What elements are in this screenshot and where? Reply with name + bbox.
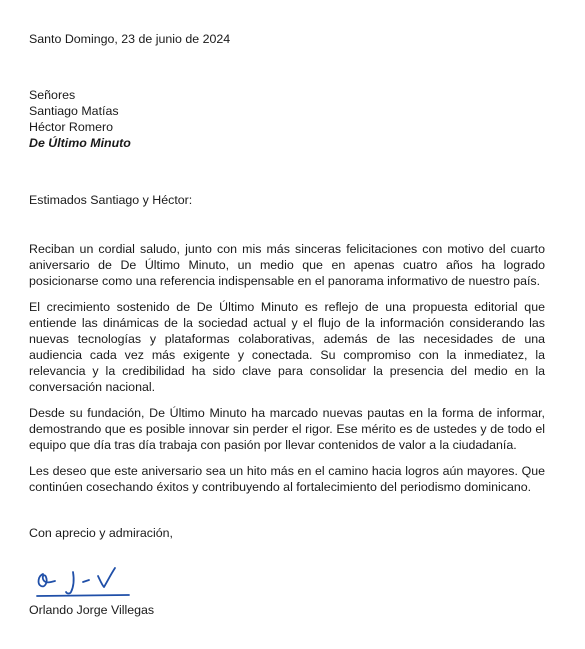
body-paragraph: Les deseo que este aniversario sea un hito más en el camino hacia logros aún mayores. Que continúen cosechando éxitos y contribuyendo al fortalecimiento del periodismo dominicano. [29, 464, 545, 494]
letter [29, 31, 545, 541]
signature-block [29, 562, 229, 618]
body-paragraph: Desde su fundación, De Último Minuto ha marcado nuevas pautas en la forma de informar, demostrando que es posible innovar sin perder el rigor. Ese mérito es de ustedes y de todo el equipo que día tras día trabaja con pasión por llevar contenidos de valor a la ciudadanía. [29, 406, 545, 452]
recipient-line: Santiago Matías [29, 104, 119, 118]
recipient-line: Héctor Romero [29, 120, 114, 134]
body-paragraph: El crecimiento sostenido de De Último Minuto es reflejo de una propuesta editorial que entiende las dinámicas de la sociedad actual y el flujo de la información considerando las nuevas tecnologías y plataformas colaborativas, además de las necesidades de una audiencia cada vez más exigente y conectada. Su compromiso con la inmediatez, la relevancia y la credibilidad ha sido clave para consolidar la presencia del medio en la conversación nacional. [29, 300, 545, 394]
handwritten-signature [29, 562, 139, 602]
recipient-line: Señores [29, 88, 76, 102]
salutation: Estimados Santiago y Héctor: [29, 193, 193, 207]
closing: Con aprecio y admiración, [29, 526, 173, 540]
recipient-outlet: De Último Minuto [29, 136, 131, 150]
body-paragraph: Reciban un cordial saludo, junto con mis más sinceras felicitaciones con motivo del cuarto aniversario de De Último Minuto, un medio que en apenas cuatro años ha logrado posicionarse como una referencia indispensable en el panorama informativo de nuestro país. [29, 242, 545, 288]
letter-date: Santo Domingo, 23 de junio de 2024 [29, 32, 231, 46]
letter-body [29, 241, 545, 495]
recipient-block [29, 87, 545, 151]
signer-name: Orlando Jorge Villegas [29, 603, 155, 617]
